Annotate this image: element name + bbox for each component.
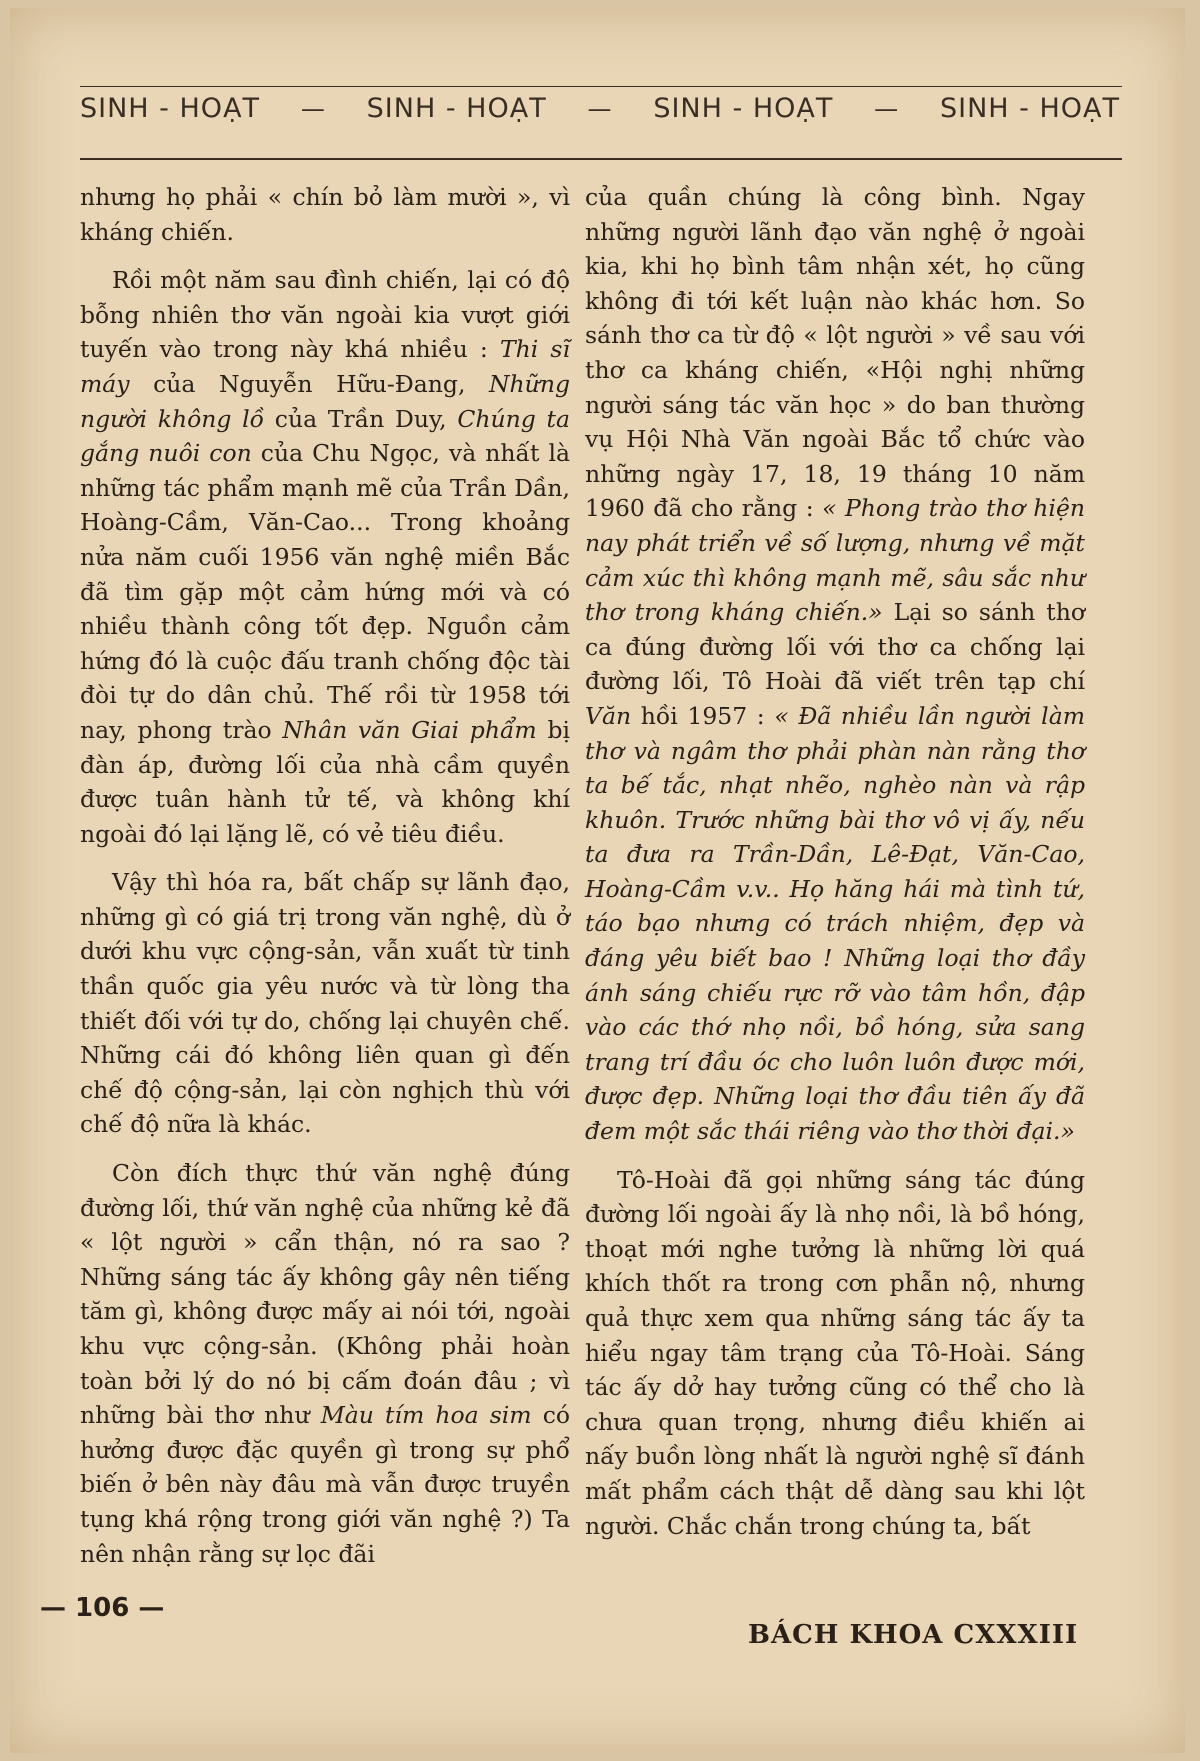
paragraph — [585, 180, 1085, 1149]
title-text: Những người không lồ — [80, 369, 570, 433]
header-separator: — — [587, 94, 613, 123]
text: hồi 1957 : — [631, 701, 775, 730]
header-item: SINH - HOẠT — [366, 93, 547, 124]
header-separator: — — [300, 94, 326, 123]
text: Tô-Hoài đã gọi những sáng tác đúng đường lối ngoài ấy là nhọ nồi, là bồ hóng, thoạt mới nghe tưởng là những lời quá khích thốt ra trong cơn phẫn nộ, nhưng quả thực xem qua những sáng tác ấy ta hiểu ngay tâm trạng của Tô-Hoài. Sáng tác ấy dở hay tưởng cũng có thể cho là chưa quan trọng, nhưng điều khiến ai nấy buồn lòng nhất là người nghệ sĩ đánh mất phẩm cách thật dễ dàng sau khi lột người. Chắc chắn trong chúng ta, bất — [585, 1165, 1085, 1540]
header-separator: — — [874, 94, 900, 123]
journal-name: BÁCH KHOA CXXXIII — [748, 1620, 1079, 1650]
title-text: Chúng ta gắng nuôi con — [80, 404, 570, 468]
header-rule-top — [80, 86, 1122, 87]
text: Lại so sánh thơ ca đúng đường lối với thơ ca chống lại đường lối, Tô Hoài đã viết trên tạp chí — [585, 598, 1085, 696]
title-text: Màu tím hoa sim — [320, 1401, 532, 1430]
title-text: Nhân văn Giai phẩm — [282, 715, 537, 744]
header-item: SINH - HOẠT — [939, 93, 1120, 124]
paragraph — [80, 865, 570, 1142]
magazine-page — [10, 8, 1185, 1753]
running-header — [80, 93, 1120, 124]
text: của Trần Duy, — [264, 404, 458, 433]
text: Vậy thì hóa ra, bất chấp sự lãnh đạo, những gì có giá trị trong văn nghệ, dù ở dưới khu vực cộng-sản, vẫn xuất từ tinh thần quốc gia yêu nước và từ lòng tha thiết đối với tự do, chống lại chuyên chế. Những cái đó không liên quan gì đến chế độ cộng-sản, lại còn nghịch thù với chế độ nữa là khác. — [80, 868, 570, 1139]
paragraph — [80, 180, 570, 249]
header-item: SINH - HOẠT — [653, 93, 834, 124]
text: nhưng họ phải « chín bỏ làm mười », vì kháng chiến. — [80, 183, 570, 246]
header-item: SINH - HOẠT — [80, 93, 261, 124]
header-rule-bottom — [80, 158, 1122, 160]
text: Còn đích thực thứ văn nghệ đúng đường lối, thứ văn nghệ của những kẻ đã « lột người » cẩn thận, nó ra sao ? Những sáng tác ấy không gây nên tiếng tăm gì, không được mấy ai nói tới, ngoài khu vực cộng-sản. (Không phải hoàn toàn bởi lý do nó bị cấm đoán đâu ; vì những bài thơ như — [80, 1159, 570, 1430]
title-text: Thi sĩ máy — [80, 335, 571, 398]
right-column — [585, 180, 1085, 1557]
page-number: — 106 — — [40, 1593, 165, 1623]
left-column — [80, 180, 570, 1585]
text: có hưởng được đặc quyền gì trong sự phổ biến ở bên này đâu mà vẫn được truyền tụng khá rộng trong giới văn nghệ ?) Ta nên nhận rằng sự lọc đãi — [80, 1401, 571, 1568]
paragraph — [80, 263, 570, 851]
title-text: Văn — [585, 701, 632, 730]
text: bị đàn áp, đường lối của nhà cầm quyền được tuân hành tử tế, và không khí ngoài đó lại lặng lẽ, có vẻ tiêu điều. — [80, 715, 570, 848]
text: Rồi một năm sau đình chiến, lại có độ bỗng nhiên thơ văn ngoài kia vượt giới tuyến vào trong này khá nhiều : — [80, 266, 570, 364]
paragraph — [585, 1163, 1085, 1544]
text: của quần chúng là công bình. Ngay những người lãnh đạo văn nghệ ở ngoài kia, khi họ bình tâm nhận xét, họ cũng không đi tới kết luận nào khác hơn. So sánh thơ ca từ độ « lột người » về sau với thơ ca kháng chiến, «Hội nghị những người sáng tác văn học » do ban thường vụ Hội Nhà Văn ngoài Bắc tổ chức vào những ngày 17, 18, 19 tháng 10 năm 1960 đã cho rằng : — [585, 183, 1085, 523]
text: của Chu Ngọc, và nhất là những tác phẩm mạnh mẽ của Trần Dần, Hoàng-Cầm, Văn-Cao... Trong khoảng nửa năm cuối 1956 văn nghệ miền Bắc đã tìm gặp một cảm hứng mới và có nhiều thành công tốt đẹp. Nguồn cảm hứng đó là cuộc đấu tranh chống độc tài đòi tự do dân chủ. Thế rồi từ 1958 tới nay, phong trào — [80, 439, 570, 744]
text: của Nguyễn Hữu-Đang, — [129, 369, 489, 398]
quote-text: « Phong trào thơ hiện nay phát triển về số lượng, nhưng về mặt cảm xúc thì không mạnh mẽ, sâu sắc như thơ trong kháng chiến.» — [585, 494, 1085, 627]
paragraph — [80, 1156, 570, 1571]
quote-text: « Đã nhiều lần người làm thơ và ngâm thơ phải phàn nàn rằng thơ ta bế tắc, nhạt nhẽo, nghèo nàn và rập khuôn. Trước những bài thơ vô vị ấy, nếu ta đưa ra Trần-Dần, Lê-Đạt, Văn-Cao, Hoàng-Cầm v.v.. Họ hăng hái mà tình tứ, táo bạo nhưng có trách nhiệm, đẹp và đáng yêu biết bao ! Những loại thơ đầy ánh sáng chiếu rực rỡ vào tâm hồn, đập vào các thớ nhọ nồi, bồ hóng, sửa sang trang trí đầu óc cho luôn luôn được mới, được đẹp. Những loại thơ đầu tiên ấy đã đem một sắc thái riêng vào thơ thời đại.» — [585, 701, 1085, 1146]
